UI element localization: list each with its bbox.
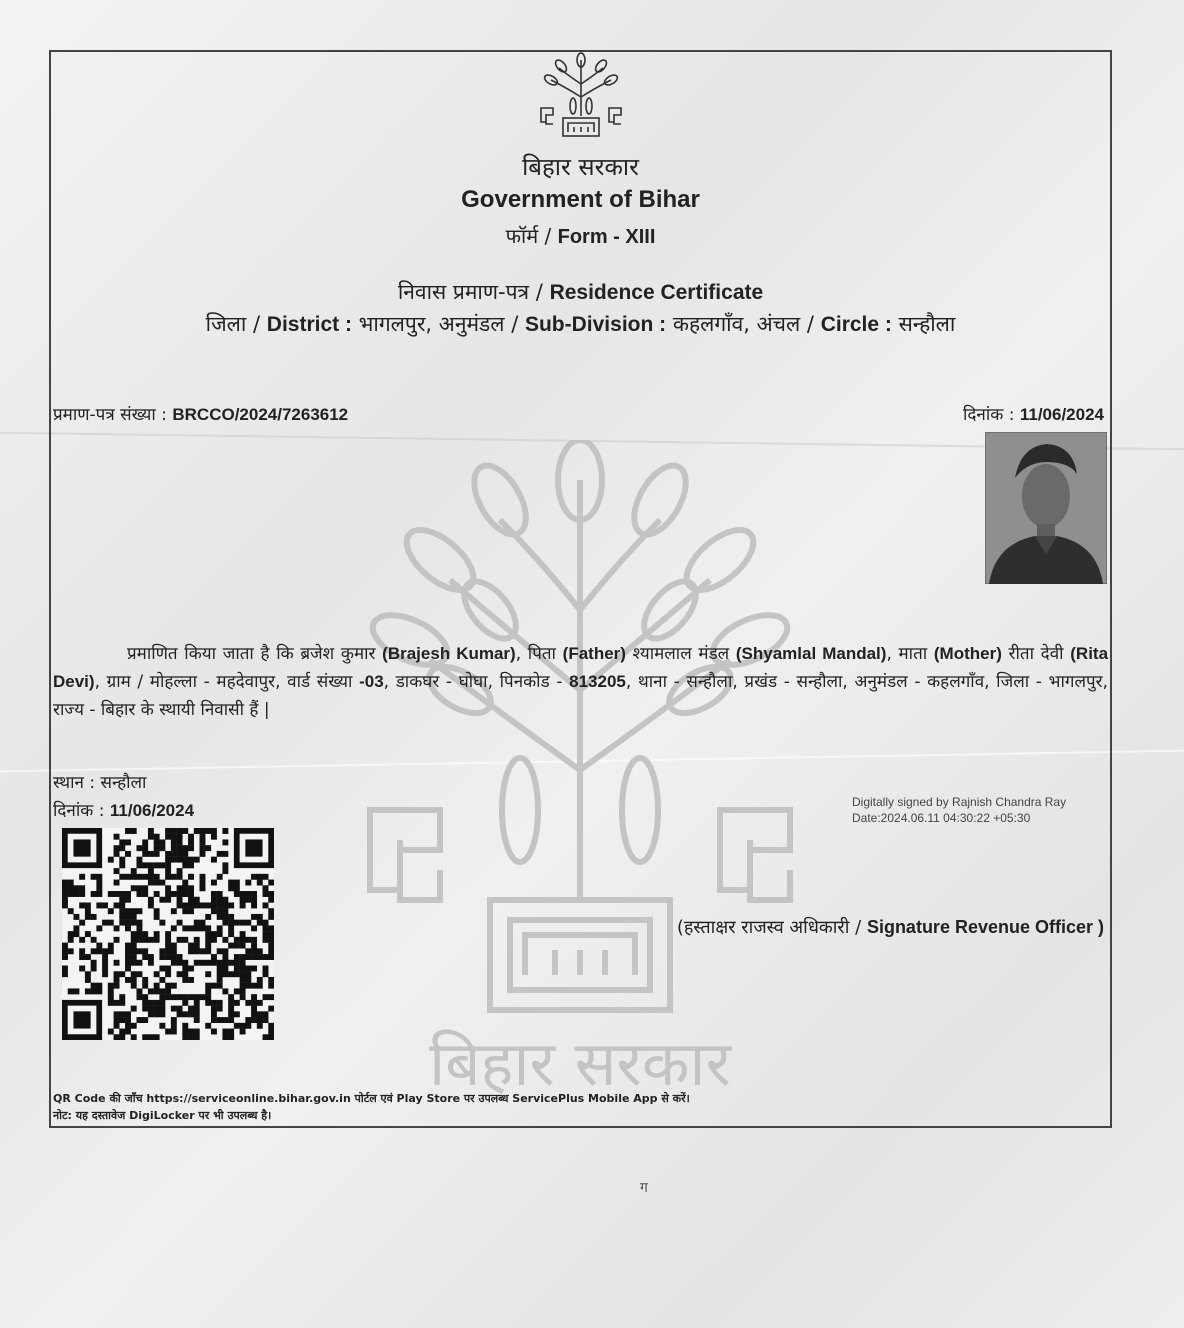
form-number <box>49 222 1112 249</box>
watermark-text: बिहार सरकार <box>429 1027 731 1100</box>
issue-date <box>963 402 1104 425</box>
mother-name-hindi: रीता देवी <box>1008 644 1064 664</box>
mother-label: (Mother) <box>933 644 1002 663</box>
subdivision-label: Sub-Division : <box>524 313 667 336</box>
place-date <box>53 798 194 821</box>
form-english-label: Form - XIII <box>557 226 656 248</box>
mother-name: (Rita Devi) <box>53 644 1109 691</box>
certificate-number-label: प्रमाण-पत्र संख्या : <box>53 405 167 425</box>
pincode: 813205 <box>569 672 626 691</box>
jurisdiction-line <box>49 310 1112 338</box>
digital-signature-date: Date:2024.06.11 04:30:22 +05:30 <box>852 811 1031 825</box>
district-label-hindi: जिला / <box>205 312 261 336</box>
certificate-number <box>53 402 348 425</box>
signature-caption-english: Signature Revenue Officer ) <box>866 917 1104 937</box>
statement-text: , ग्राम / मोहल्ला - महदेवापुर, वार्ड संख्या <box>94 672 353 692</box>
place-label: स्थान : <box>53 773 96 793</box>
place <box>53 770 146 793</box>
applicant-photo <box>985 432 1107 584</box>
issue-date-label: दिनांक : <box>962 405 1015 425</box>
government-english-title: Government of Bihar <box>461 186 700 213</box>
father-name-hindi: श्यामलाल मंडल <box>632 644 730 664</box>
certificate-title-english: Residence Certificate <box>549 281 764 304</box>
father-label: (Father) <box>562 644 626 663</box>
father-name: (Shyamlal Mandal) <box>735 644 887 663</box>
district-value: भागलपुर, अनुमंडल / <box>358 312 519 336</box>
qr-code[interactable] <box>62 828 274 1040</box>
bihar-emblem-logo <box>535 52 627 144</box>
qr-verification-note: QR Code की जाँच https://serviceonline.bihar.gov.in पोर्टल एवं Play Store पर उपलब्ध ServicePlus Mobile App से करें। <box>53 1092 690 1105</box>
statement-text: प्रमाणित किया जाता है कि ब्रजेश कुमार <box>127 644 376 664</box>
footnote <box>53 1090 690 1124</box>
district-label: District : <box>266 313 352 336</box>
place-value: सन्हौला <box>100 773 147 793</box>
subdivision-value: कहलगाँव, अंचल / <box>672 312 815 336</box>
place-date-value: 11/06/2024 <box>109 801 195 820</box>
certificate-title <box>49 278 1112 306</box>
applicant-name: (Brajesh Kumar) <box>382 644 516 663</box>
certification-statement <box>53 640 1108 724</box>
statement-text: , माता <box>886 644 928 664</box>
government-hindi-title: बिहार सरकार <box>522 153 639 181</box>
stray-handwritten-mark: ग <box>640 1179 648 1195</box>
statement-text: , थाना - सन्हौला, प्रखंड - सन्हौला, अनुमंडल - कहलगाँव, जिला - भागलपुर, राज्य - बिहार के स्थायी निवासी हैं | <box>53 672 1109 720</box>
circle-label: Circle : <box>820 313 892 336</box>
statement-text: , डाकघर - घोघा, पिनकोड - <box>383 672 563 692</box>
certificate-title-hindi: निवास प्रमाण-पत्र / <box>397 280 543 304</box>
digital-signature-signer: Digitally signed by Rajnish Chandra Ray <box>852 795 1067 809</box>
circle-value: सन्हौला <box>898 312 956 336</box>
digilocker-note: नोट: यह दस्तावेज DigiLocker पर भी उपलब्ध है। <box>53 1109 272 1122</box>
statement-text: , पिता <box>515 644 556 664</box>
form-hindi-label: फॉर्म / <box>505 224 552 248</box>
signature-caption <box>677 915 1104 939</box>
ward-number: -03 <box>359 672 384 691</box>
certificate-number-value: BRCCO/2024/7263612 <box>172 405 349 424</box>
digital-signature <box>852 794 1066 826</box>
issue-date-value: 11/06/2024 <box>1019 405 1104 424</box>
place-date-label: दिनांक : <box>53 801 105 821</box>
signature-caption-hindi: (हस्ताक्षर राजस्व अधिकारी / <box>676 917 862 938</box>
